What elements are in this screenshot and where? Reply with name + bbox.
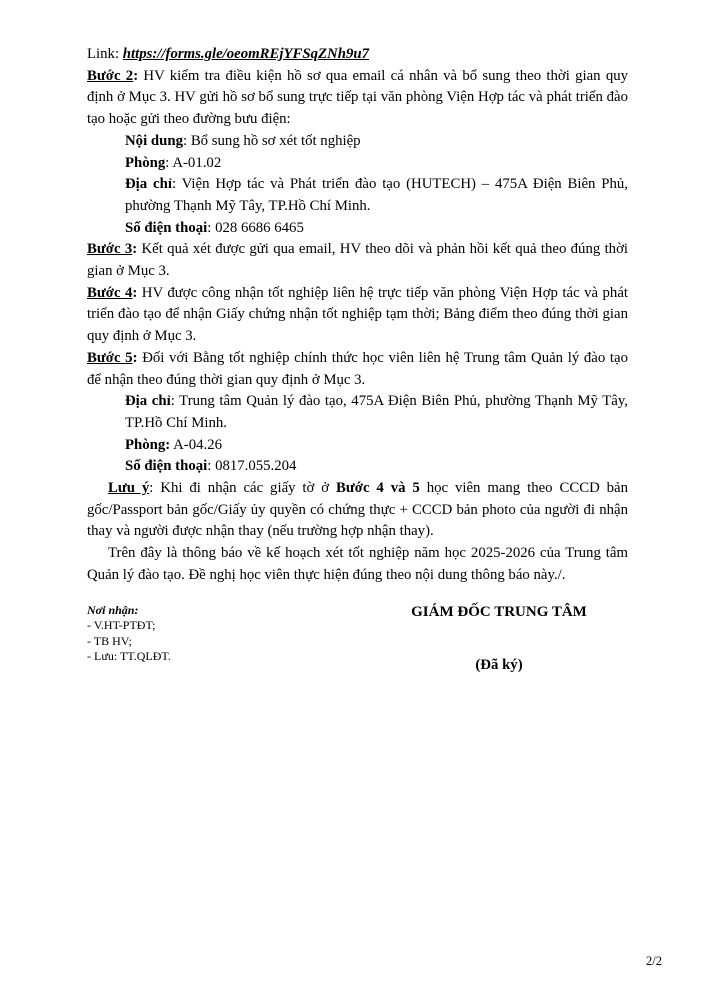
step-2-paragraph [87, 66, 628, 131]
step-4-colon: : [132, 284, 138, 301]
detail-label: Phòng [125, 436, 166, 453]
note-colon: : [149, 480, 154, 497]
recipients-block [87, 603, 370, 665]
signature-block [370, 603, 628, 677]
detail-row-address [125, 391, 628, 434]
note-paragraph [87, 478, 628, 543]
detail-row-phone [125, 456, 628, 478]
document-footer [87, 603, 628, 677]
detail-value: 028 6686 6465 [215, 219, 304, 236]
note-label: Lưu ý [108, 480, 150, 497]
detail-value: Viện Hợp tác và Phát triển đào tạo (HUTECH) – 475A Điện Biên Phủ, phường Thạnh Mỹ Tây, TP.Hồ Chí Minh. [125, 176, 628, 214]
detail-label: Nội dung [125, 132, 183, 149]
detail-colon: : [170, 393, 175, 410]
step-4-label: Bước 4 [87, 284, 133, 301]
detail-value: Bổ sung hồ sơ xét tốt nghiệp [190, 132, 361, 149]
note-bold-part: Bước 4 và 5 [336, 480, 420, 497]
note-text-after: học viên mang theo CCCD bản gốc/Passport bản gốc/Giấy ủy quyền có chứng thực + CCCD bản photo của người đi nhận thay và người được nhận thay (nếu trường hợp nhận thay). [87, 480, 629, 540]
step-5-paragraph [87, 348, 628, 391]
step-3-colon: : [132, 241, 138, 258]
detail-colon: : [165, 154, 170, 171]
detail-colon: : [165, 436, 171, 453]
recipient-item: - Lưu: TT.QLĐT. [87, 649, 171, 664]
step-4-paragraph [87, 283, 628, 348]
recipient-item: - TB HV; [87, 633, 132, 648]
closing-paragraph: Trên đây là thông báo về kế hoạch xét tốt nghiệp năm học 2025-2026 của Trung tâm Quản lý đào tạo. Đề nghị học viên thực hiện đúng theo nội dung thông báo này./. [87, 545, 628, 583]
recipient-item: - V.HT-PTĐT; [87, 618, 156, 633]
step-2-label: Bước 2 [87, 67, 134, 84]
step-3-paragraph [87, 239, 628, 282]
step-2-colon: : [133, 67, 139, 84]
recipients-title: Nơi nhận: [87, 602, 139, 617]
page-number: 2/2 [646, 954, 662, 968]
step-3-text: Kết quả xét được gửi qua email, HV theo dõi và phản hồi kết quả theo đúng thời gian ở Mục 3. [87, 241, 629, 280]
step-5-text: Đối với Bằng tốt nghiệp chính thức học viên liên hệ Trung tâm Quản lý đào tạo để nhận theo đúng thời gian quy định ở Mục 3. [87, 349, 629, 388]
detail-row-address [125, 174, 628, 217]
document-content [87, 44, 628, 676]
detail-colon: : [171, 176, 177, 193]
detail-label: Địa chỉ [125, 176, 172, 193]
detail-colon: : [182, 132, 188, 149]
step-5-label: Bước 5 [87, 349, 133, 366]
step-5-colon: : [132, 349, 138, 366]
detail-value: A-01.02 [172, 154, 222, 171]
detail-value: Trung tâm Quản lý đào tạo, 475A Điện Biên Phủ, phường Thạnh Mỹ Tây, TP.Hồ Chí Minh. [125, 393, 628, 431]
detail-value: 0817.055.204 [215, 458, 297, 475]
signed-note: (Đã ký) [475, 656, 523, 673]
step-3-label: Bước 3 [87, 241, 133, 258]
detail-row-phone [125, 218, 628, 240]
detail-label: Phòng [125, 154, 166, 171]
signature-title: GIÁM ĐỐC TRUNG TÂM [411, 603, 587, 620]
detail-row-room [125, 153, 628, 175]
detail-row-content [125, 131, 628, 153]
note-text-before: Khi đi nhận các giấy tờ ở [160, 480, 330, 497]
detail-value: A-04.26 [173, 436, 223, 453]
step-4-text: HV được công nhận tốt nghiệp liên hệ trực tiếp văn phòng Viện Hợp tác và phát triển đào tạo để nhận Giấy chứng nhận tốt nghiệp tạm thời; Bảng điểm theo đúng thời gian quy định ở Mục 3. [87, 284, 628, 345]
detail-colon: : [207, 219, 212, 236]
detail-label: Số điện thoại [125, 219, 208, 236]
registration-form-link[interactable]: https://forms.gle/oeomREjYFSqZNh9u7 [122, 46, 370, 62]
link-label: Link: [87, 46, 120, 62]
detail-label: Số điện thoại [125, 458, 208, 475]
detail-colon: : [207, 458, 212, 475]
link-line [87, 44, 628, 66]
detail-label: Địa chỉ [125, 393, 171, 410]
detail-row-room [125, 435, 628, 457]
step-2-text: HV kiểm tra điều kiện hồ sơ qua email cá nhân và bổ sung theo thời gian quy định ở Mục 3. HV gửi hồ sơ bổ sung trực tiếp tại văn phòng Viện Hợp tác và phát triển đào tạo hoặc gửi theo đường bưu điện: [87, 67, 629, 128]
